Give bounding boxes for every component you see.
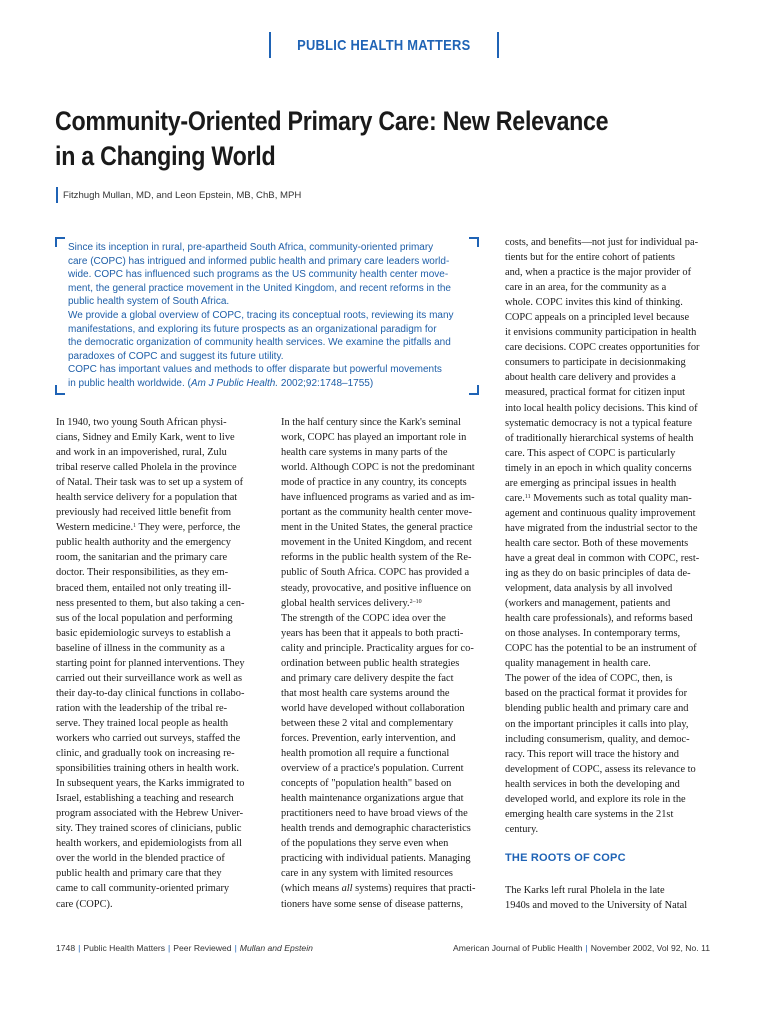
body-line-text: care. [505, 492, 525, 504]
body-line: of traditionally hierarchical systems of health [505, 432, 694, 444]
body-line: years has been that it appeals to both practi- [281, 627, 464, 639]
body-line: health promotion all require a functional [281, 748, 450, 760]
footer-separator: | [78, 943, 81, 953]
body-line: are emerging as principal issues in health [505, 477, 677, 489]
abstract-line: manifestations, and exploring its future prospects as an organizational paradigm for [68, 323, 437, 335]
body-line: practitioners need to have broad views of the [281, 808, 468, 820]
authors-rule [56, 187, 58, 203]
footer-journal: American Journal of Public Health [453, 943, 583, 953]
footer-issue: November 2002, Vol 92, No. 11 [590, 943, 710, 953]
body-line: over the world in the blended practice of [56, 853, 225, 865]
body-line: carried out their surveillance work as well as [56, 672, 243, 684]
abstract-line-prefix: in public health worldwide. ( [68, 377, 191, 389]
body-line: into local health policy decisions. This kind of [505, 402, 698, 414]
body-line: blending public health and primary care and [505, 703, 689, 715]
section-heading-roots: THE ROOTS OF COPC [505, 852, 626, 864]
abstract-line: We provide a global overview of COPC, tracing its conceptual roots, reviewing its many [68, 309, 454, 321]
abstract-line: care (COPC) has intrigued and informed public health and primary care leaders world- [68, 255, 450, 267]
body-column-3 [505, 235, 717, 837]
body-line: health trends and demographic characteristics [281, 823, 471, 835]
body-line: reforms in the public health system of the Re- [281, 552, 472, 564]
body-line: sity. They trained scores of clinicians, public [56, 823, 242, 835]
abstract-bracket-bottom-left [55, 385, 65, 395]
body-line: developed world, and explore its role in the [505, 793, 686, 805]
page-footer-left [56, 943, 313, 953]
body-line: care in an area, for the community as a [505, 282, 667, 294]
body-line: COPC has the potential to be an instrument of [505, 643, 697, 655]
abstract-line: wide. COPC has influenced such programs as the US community health center move- [68, 269, 449, 281]
body-line: portant as the community health center move- [281, 507, 473, 519]
body-line: and work in an impoverished, rural, Zulu [56, 447, 227, 459]
body-line: public of South Africa. COPC has provided a [281, 567, 470, 579]
body-line: including consumerism, quality, and democ- [505, 733, 690, 745]
body-line: health service delivery for a population that [56, 492, 238, 504]
body-line: health services in both the developing and [505, 778, 680, 790]
body-line: The strength of the COPC idea over the [281, 612, 446, 624]
body-line: quality management in health care. [505, 658, 651, 670]
body-line: sponsibilities training others in health work. [56, 763, 239, 775]
body-line-text: (which means [281, 883, 342, 895]
body-line [281, 596, 494, 611]
reference-marker: 11 [524, 493, 531, 500]
abstract-line: COPC has important values and methods to offer disparate but powerful movements [68, 364, 442, 376]
body-line: cality and principle. Practicality argues for co- [281, 642, 474, 654]
abstract-line: the democratic organization of community health services. We examine the pitfalls and [68, 337, 451, 349]
footer-section: Public Health Matters [83, 943, 166, 953]
body-line: tioners have some sense of disease patterns, [281, 898, 464, 910]
body-line: and primary care delivery despite the fact [281, 672, 454, 684]
body-line: their day-to-day clinical functions in collabo- [56, 687, 245, 699]
body-column-2 [281, 415, 494, 912]
body-line: that most health care systems around the [281, 687, 450, 699]
body-line: health care sector. Both of these movements [505, 537, 689, 549]
body-line: In 1940, two young South African physi- [56, 417, 227, 428]
body-line: ing as they do on basic principles of data de- [505, 568, 691, 580]
body-line: measured, practical format for citizen input [505, 387, 686, 399]
footer-separator: | [168, 943, 171, 953]
body-line: ness presented to them, but also taking a cen- [56, 597, 245, 609]
body-line: timely in an epoch in which quality concerns [505, 462, 692, 474]
body-line: COPC appeals on a principled level because [505, 312, 690, 324]
body-line: previously had received little benefit from [56, 507, 232, 519]
body-line: between these 2 vital and complementary [281, 717, 454, 729]
body-line: sus of the local population and performing [56, 612, 233, 624]
citation-journal: Am J Public Health. [190, 377, 279, 389]
footer-review-status: Peer Reviewed [173, 943, 232, 953]
body-line: public health authority and the emergency [56, 537, 231, 549]
body-line [281, 881, 494, 896]
abstract-line: public health system of South Africa. [68, 296, 230, 308]
emphasis-text: all [341, 883, 353, 895]
body-line: health workers, and epidemiologists from all [56, 838, 242, 850]
body-line: whole. COPC invites this kind of thinking. [505, 297, 683, 309]
body-line: practicing with individual patients. Managing [281, 853, 471, 865]
authors-text: Fitzhugh Mullan, MD, and Leon Epstein, MB, ChB, MPH [63, 189, 302, 201]
article-title [55, 104, 609, 174]
body-line: care. This aspect of COPC is particularly [505, 447, 676, 459]
body-line: about health care delivery and provides a [505, 372, 676, 384]
body-line-text: Movements such as total quality man- [530, 492, 692, 504]
body-line [505, 491, 717, 506]
body-line: forces. Prevention, early intervention, and [281, 732, 456, 744]
body-line [56, 520, 268, 535]
body-line: based on the practical format it provides for [505, 688, 688, 700]
body-line: serve. They trained local people as health [56, 717, 229, 729]
body-line: cians, Sidney and Emily Kark, went to live [56, 432, 235, 444]
body-line: care in any system with limited resources [281, 868, 453, 880]
body-line: steady, provocative, and positive influence on [281, 582, 472, 594]
body-line: ration with the leadership of the tribal re- [56, 702, 228, 714]
body-column-1 [56, 415, 268, 912]
body-line: it envisions community participation in health [505, 327, 697, 339]
body-line: ment in the United States, the general practice [281, 522, 473, 534]
reference-marker: 1 [133, 523, 137, 530]
body-line: braced them, entailed not only treating ill- [56, 582, 232, 594]
abstract-text [68, 241, 478, 391]
body-line: of Natal. Their task was to set up a system of [56, 477, 244, 489]
body-line: The power of the idea of COPC, then, is [505, 673, 673, 685]
body-line: The Karks left rural Pholela in the late [505, 885, 665, 896]
authors-line [56, 187, 301, 203]
body-line: health care systems in many parts of the [281, 447, 448, 459]
body-line: baseline of illness in the community as a [56, 642, 225, 654]
footer-authors: Mullan and Epstein [239, 943, 313, 953]
body-line: racy. This report will trace the history and [505, 748, 679, 760]
body-line: basic epidemiologic surveys to establish a [56, 627, 231, 639]
page-number: 1748 [56, 943, 76, 953]
body-line: have migrated from the industrial sector to the [505, 522, 698, 534]
body-line: have a great deal in common with COPC, rest- [505, 552, 700, 564]
section-title: PUBLIC HEALTH MATTERS [297, 36, 471, 54]
footer-separator: | [234, 943, 237, 953]
page-footer-right [453, 943, 710, 953]
body-line: of the populations they serve even when [281, 838, 449, 850]
abstract-citation-line [68, 377, 478, 391]
body-line: tients but for the entire cohort of patients [505, 252, 675, 264]
body-line: on the important principles it calls into play, [505, 718, 689, 730]
section-header [0, 31, 768, 59]
reference-marker: 2–10 [409, 598, 422, 605]
body-line: century. [505, 823, 539, 835]
body-line: movement in the United Kingdom, and recent [281, 537, 472, 549]
body-line-text: systems) requires that practi- [352, 883, 476, 895]
body-line: costs, and benefits—not just for individual pa- [505, 237, 699, 248]
body-line: starting point for planned interventions. They [56, 657, 245, 669]
abstract-box [55, 237, 479, 395]
abstract-line: ment, the general practice movement in the United Kingdom, and recent reforms in the [68, 282, 451, 294]
body-line: consumers to participate in decisionmaking [505, 357, 686, 369]
body-line: Israel, establishing a teaching and research [56, 793, 234, 805]
body-line: velopment, data analysis by all involved [505, 583, 673, 595]
roots-section-text [505, 883, 717, 913]
body-line: health maintenance organizations argue that [281, 793, 464, 805]
body-line: public health and primary care that they [56, 868, 222, 880]
body-line: agement and continuous quality improvement [505, 507, 696, 519]
body-line: room, the sanitarian and the primary care [56, 552, 228, 564]
citation-details: 2002;92:1748–1755) [278, 377, 374, 389]
body-line: overview of a practice's population. Current [281, 763, 464, 775]
body-line: health care professionals), and reforms based [505, 613, 693, 625]
body-line: and, when a practice is the major provider of [505, 267, 692, 279]
header-left-rule [269, 32, 271, 58]
title-line: Community-Oriented Primary Care: New Relevance [55, 106, 609, 136]
abstract-bracket-top-left [55, 237, 65, 247]
body-line: doctor. Their responsibilities, as they em- [56, 567, 229, 579]
body-line: program associated with the Hebrew Univer- [56, 808, 244, 820]
body-line: clinic, and gradually took on increasing re- [56, 748, 235, 760]
body-line: have influenced programs as varied and as im- [281, 492, 475, 504]
body-line: concepts of "population health" based on [281, 778, 452, 790]
body-line: In the half century since the Kark's seminal [281, 417, 461, 428]
body-line: world have developed without collaboration [281, 702, 465, 714]
body-line: work, COPC has played an important role in [281, 432, 467, 444]
body-line: came to call community-oriented primary [56, 883, 230, 895]
body-line: 1940s and moved to the University of Natal [505, 900, 688, 912]
body-line: on those analyses. In contemporary terms, [505, 628, 681, 640]
body-line: In subsequent years, the Karks immigrated to [56, 778, 245, 790]
title-line: in a Changing World [55, 141, 276, 171]
body-line: care decisions. COPC creates opportunities for [505, 342, 700, 354]
body-line-text: global health services delivery. [281, 597, 410, 609]
abstract-line: paradoxes of COPC and suggest its future utility. [68, 350, 284, 362]
body-line: mode of practice in any country, its concepts [281, 477, 467, 489]
body-line: ordination between public health strategies [281, 657, 460, 669]
body-line: emerging health care systems in the 21st [505, 808, 674, 820]
body-line-text: Western medicine. [56, 522, 134, 534]
footer-separator: | [585, 943, 588, 953]
header-right-rule [497, 32, 499, 58]
body-line: tribal reserve called Pholela in the province [56, 462, 237, 474]
body-line: systematic democracy is not a typical feature [505, 417, 692, 429]
body-line: workers who carried out surveys, staffed the [56, 732, 241, 744]
body-line-text: They were, perforce, the [136, 522, 241, 534]
body-line: world. Although COPC is not the predominant [281, 462, 475, 474]
body-line: development of COPC, assess its relevance to [505, 763, 696, 775]
body-line: care (COPC). [56, 898, 113, 910]
abstract-line: Since its inception in rural, pre-apartheid South Africa, community-oriented primary [68, 242, 434, 253]
body-line: (workers and management, patients and [505, 598, 671, 610]
